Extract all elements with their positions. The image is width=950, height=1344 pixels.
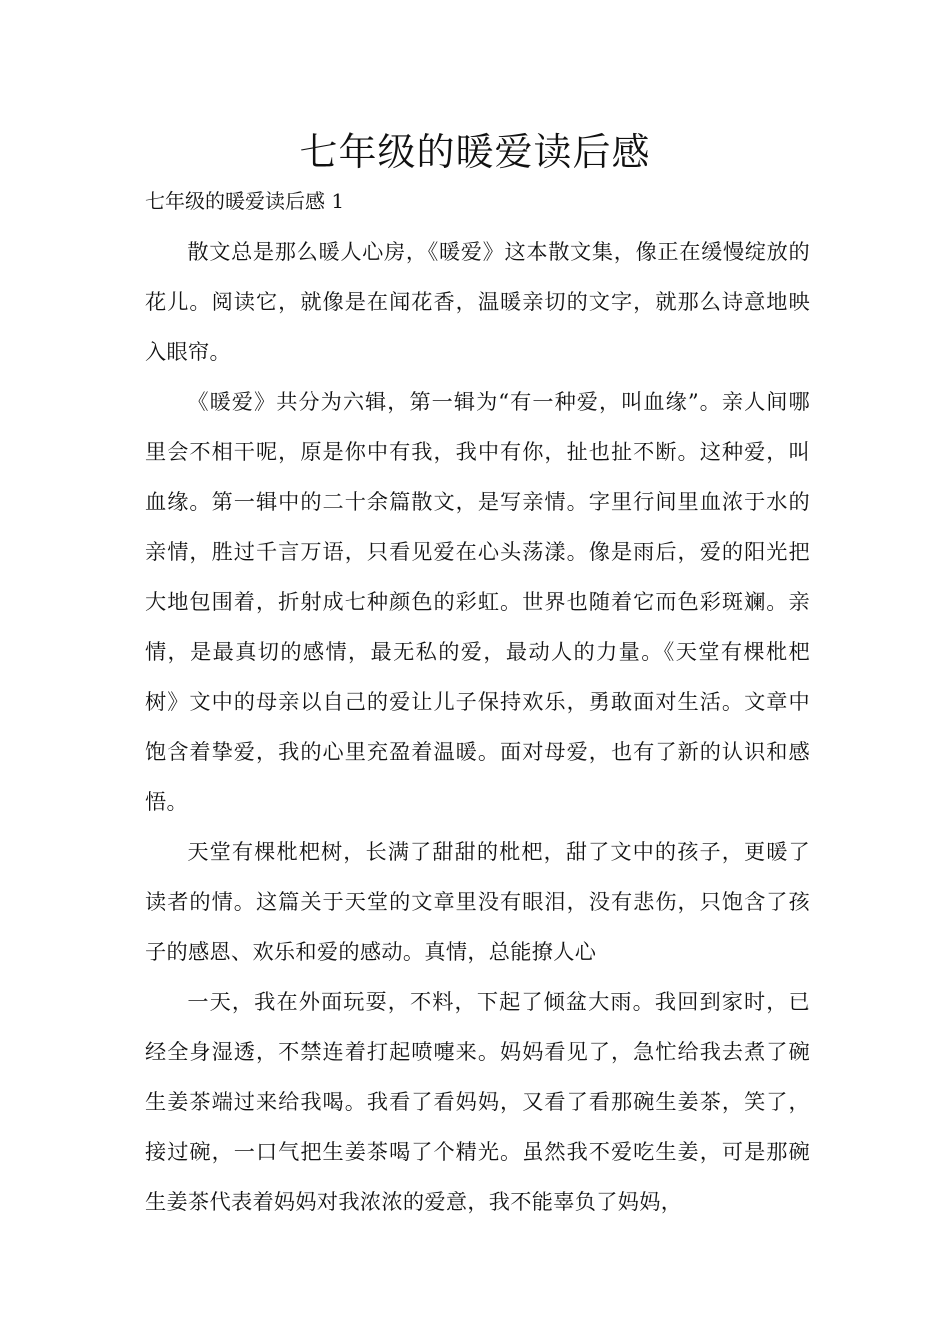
- body-text: [145, 227, 810, 1227]
- paragraph-1: 散文总是那么暖人心房，《暖爱》这本散文集，像正在缓慢绽放的花儿。阅读它，就像是在闻花香，温暖亲切的文字，就那么诗意地映入眼帘。: [145, 239, 810, 364]
- paragraph-3: 天堂有棵枇杷树，长满了甜甜的枇杷，甜了文中的孩子，更暖了读者的情。这篇关于天堂的文章里没有眼泪，没有悲伤，只饱含了孩子的感恩、欢乐和爱的感动。真情，总能撩人心: [145, 839, 810, 964]
- paragraph-4: 一天，我在外面玩耍，不料，下起了倾盆大雨。我回到家时，已经全身湿透，不禁连着打起喷嚏来。妈妈看见了，急忙给我去煮了碗生姜茶端过来给我喝。我看了看妈妈，又看了看那碗生姜茶，笑了，接过碗，一口气把生姜茶喝了个精光。虽然我不爱吃生姜，可是那碗生姜茶代表着妈妈对我浓浓的爱意，我不能辜负了妈妈，: [145, 989, 810, 1214]
- section-heading: 七年级的暖爱读后感 1: [145, 189, 345, 213]
- document-title: 七年级的暖爱读后感: [299, 130, 651, 174]
- paragraph-2: 《暖爱》共分为六辑，第一辑为“有一种爱，叫血缘”。亲人间哪里会不相干呢，原是你中有我，我中有你，扯也扯不断。这种爱，叫血缘。第一辑中的二十余篇散文，是写亲情。字里行间里血浓于水的亲情，胜过千言万语，只看见爱在心头荡漾。像是雨后，爱的阳光把大地包围着，折射成七种颜色的彩虹。世界也随着它而色彩斑斓。亲情，是最真切的感情，最无私的爱，最动人的力量。《天堂有棵枇杷树》文中的母亲以自己的爱让儿子保持欢乐，勇敢面对生活。文章中饱含着挚爱，我的心里充盈着温暖。面对母爱，也有了新的认识和感悟。: [145, 389, 810, 814]
